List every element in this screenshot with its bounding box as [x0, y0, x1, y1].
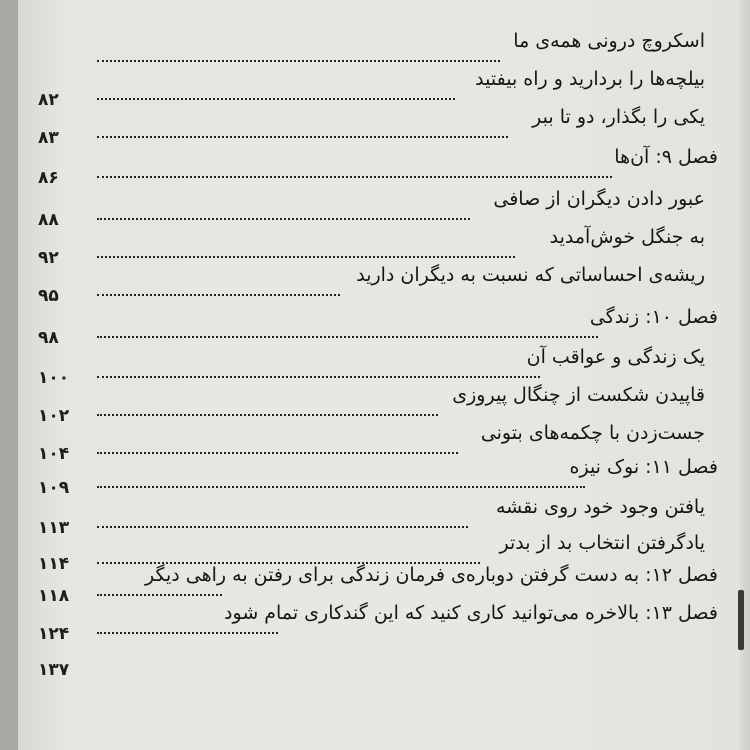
toc-entry-page-number: ۸۳ — [38, 128, 59, 148]
toc-entry — [0, 498, 750, 536]
toc-entry-page-number: ۱۰۹ — [38, 478, 70, 498]
dotted-leader — [97, 294, 340, 296]
toc-entry-page-number: ۱۱۴ — [38, 554, 70, 574]
toc-entry-title: فصل ۱۰: زندگی — [589, 306, 718, 328]
toc-entry-title: جست‌زدن با چکمه‌های بتونی — [480, 422, 705, 444]
dotted-leader — [97, 176, 612, 178]
toc-entry-title: یک زندگی و عواقب آن — [526, 346, 705, 368]
toc-entry-page-number: ۱۱۸ — [38, 586, 70, 606]
toc-entry-page-number: ۸۸ — [38, 210, 59, 230]
toc-entry — [0, 604, 750, 642]
toc-entry — [0, 386, 750, 424]
toc-entry-title: به جنگل خوش‌آمدید — [549, 226, 705, 248]
toc-entry — [0, 348, 750, 386]
toc-entry-page-number: ۹۲ — [38, 248, 59, 268]
toc-entry-page-number: ۱۱۳ — [38, 518, 70, 538]
toc-entry-title: یافتن وجود خود روی نقشه — [496, 496, 705, 518]
toc-entry — [0, 308, 750, 346]
toc-entry-page-number: ۹۵ — [38, 286, 59, 306]
toc-entry-page-number: ۸۶ — [38, 168, 59, 188]
toc-entry-page-number: ۱۰۰ — [38, 368, 70, 388]
toc-entry-title: عبور دادن دیگران از صافی — [493, 188, 705, 210]
toc-entry — [0, 190, 750, 228]
toc-entry-title: فصل ۱۳: بالاخره می‌توانید کاری کنید که این گندکاری تمام شود — [224, 602, 718, 624]
toc-entry-title: فصل ۱۲: به دست گرفتن دوباره‌ی فرمان زندگی برای رفتن به راهی دیگر — [145, 564, 718, 586]
toc-entry-title: ریشه‌ی احساساتی که نسبت به دیگران دارید — [356, 264, 705, 286]
dotted-leader — [97, 98, 455, 100]
toc-entry-title: قاپیدن شکست از چنگال پیروزی — [452, 384, 705, 406]
toc-entry-title: فصل ۱۱: نوک نیزه — [569, 456, 718, 478]
dotted-leader — [97, 60, 500, 62]
toc-entry-page-number: ۱۲۴ — [38, 624, 70, 644]
dotted-leader — [97, 594, 222, 596]
dotted-leader — [97, 136, 508, 138]
dotted-leader — [97, 632, 278, 634]
toc-entry-title: بیلچه‌ها را بردارید و راه بیفتید — [475, 68, 705, 90]
dotted-leader — [97, 486, 585, 488]
toc-entry-page-number: ۱۰۴ — [38, 444, 70, 464]
toc-entry — [0, 566, 750, 604]
dotted-leader — [97, 526, 468, 528]
dotted-leader — [97, 452, 458, 454]
toc-entry — [0, 32, 750, 70]
dotted-leader — [97, 218, 470, 220]
toc-entry — [0, 148, 750, 186]
toc-entry-page-number: ۱۰۲ — [38, 406, 70, 426]
toc-entry-page-number: ۱۳۷ — [38, 660, 70, 680]
dotted-leader — [97, 256, 515, 258]
toc-entry — [0, 108, 750, 146]
toc-entry-page-number: ۸۲ — [38, 90, 59, 110]
dotted-leader — [97, 414, 438, 416]
toc-entry-title: یادگرفتن انتخاب بد از بدتر — [499, 532, 705, 554]
dotted-leader — [97, 336, 598, 338]
toc-entry-title: اسکروچ درونی همه‌ی ما — [513, 30, 705, 52]
toc-entry-title: یکی را بگذار، دو تا ببر — [532, 106, 705, 128]
toc-entry — [0, 640, 750, 678]
toc-entry — [0, 458, 750, 496]
toc-entry — [0, 70, 750, 108]
toc-entry — [0, 228, 750, 266]
toc-entry-title: فصل ۹: آن‌ها — [614, 146, 718, 168]
toc-entry — [0, 266, 750, 304]
toc-entry-page-number: ۹۸ — [38, 328, 59, 348]
dotted-leader — [97, 376, 540, 378]
